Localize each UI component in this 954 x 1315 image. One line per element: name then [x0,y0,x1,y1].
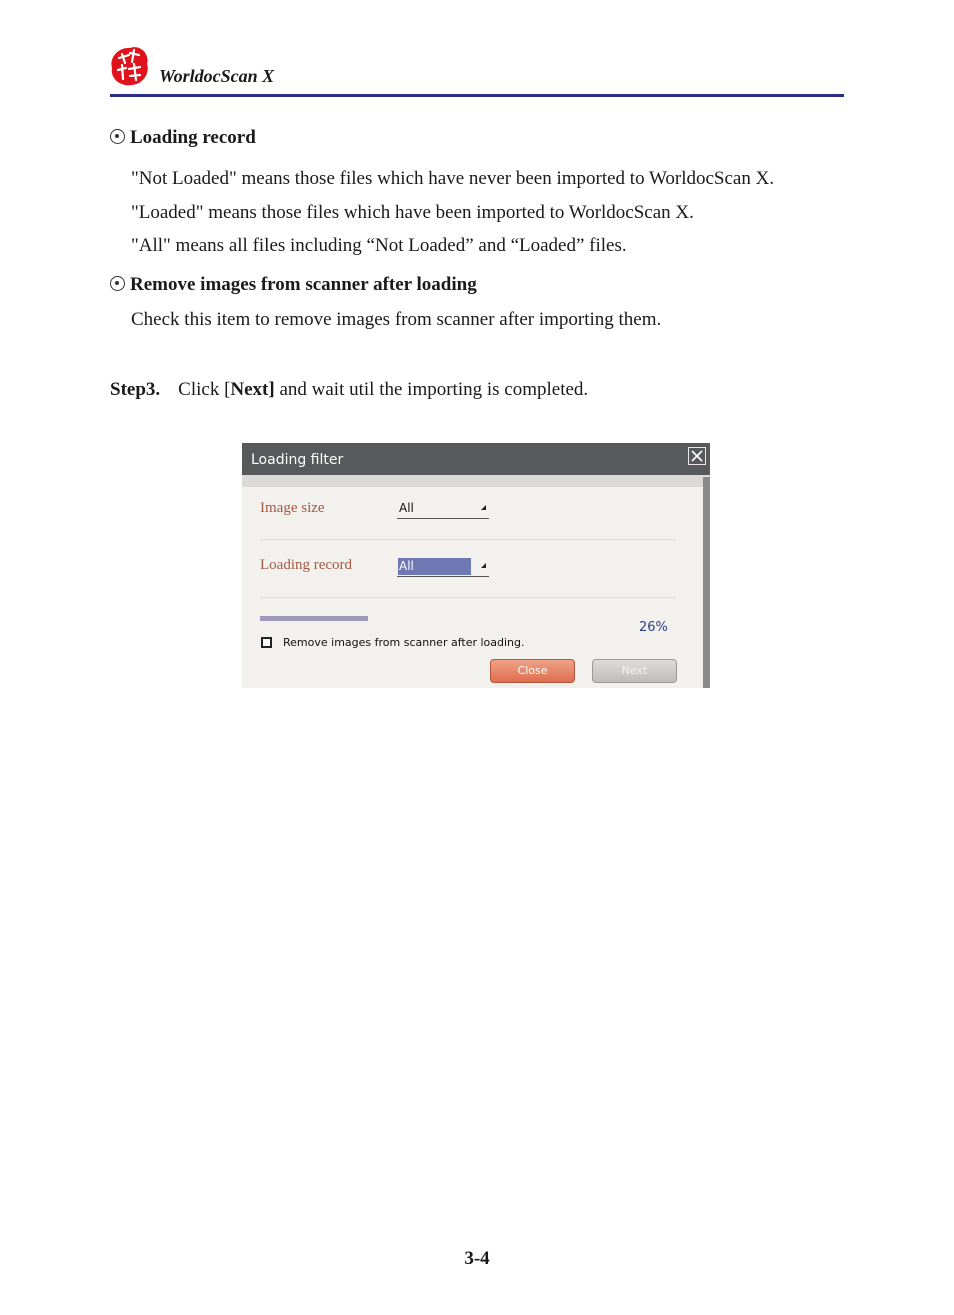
loading-record-line-3: "All" means all files including “Not Loaded” and “Loaded” files. [131,235,627,256]
dialog-titlebar [242,443,710,475]
step3-instruction: Step3. Click [Next] and wait util the importing is completed. [110,379,589,400]
row-divider [260,597,676,598]
next-button[interactable]: Next [592,659,677,683]
page-header [110,42,844,98]
app-title: WorldocScan X [159,66,275,86]
loading-record-select[interactable]: All [397,558,489,577]
remove-images-checkbox[interactable] [261,637,272,648]
section-title-loading-record: Loading record [110,127,256,149]
dropdown-arrow-icon [481,505,486,510]
progress-bar-fill [260,616,368,621]
step3-next-word: Next] [230,379,275,400]
loading-record-line-2: "Loaded" means those files which have been imported to WorldocScan X. [131,202,694,223]
close-button[interactable]: Close [490,659,575,683]
dialog-top-band [242,475,710,487]
row-divider [260,539,676,540]
image-size-select[interactable]: All [397,500,489,519]
header-rule [110,94,844,97]
loading-record-label: Loading record [260,557,353,573]
remove-images-checkbox-label[interactable]: Remove images from scanner after loading. [283,636,525,649]
step3-label: Step3. [110,379,161,400]
image-size-label: Image size [260,500,325,516]
progress-percent: 26% [639,620,668,635]
close-x-icon[interactable] [688,447,706,465]
dialog-title: Loading filter [251,452,344,468]
bullet-icon [110,276,125,291]
section-title-remove-images: Remove images from scanner after loading [110,274,477,296]
remove-images-line: Check this item to remove images from scanner after importing them. [131,309,662,330]
loading-record-line-1: "Not Loaded" means those files which have never been imported to WorldocScan X. [131,168,775,189]
dropdown-arrow-icon [481,563,486,568]
progress-bar [260,616,368,621]
bullet-icon [110,129,125,144]
page-number: 3-4 [464,1248,490,1269]
logo-icon [110,44,150,88]
dialog-scrollbar[interactable] [703,477,710,688]
loading-filter-dialog [242,443,710,688]
